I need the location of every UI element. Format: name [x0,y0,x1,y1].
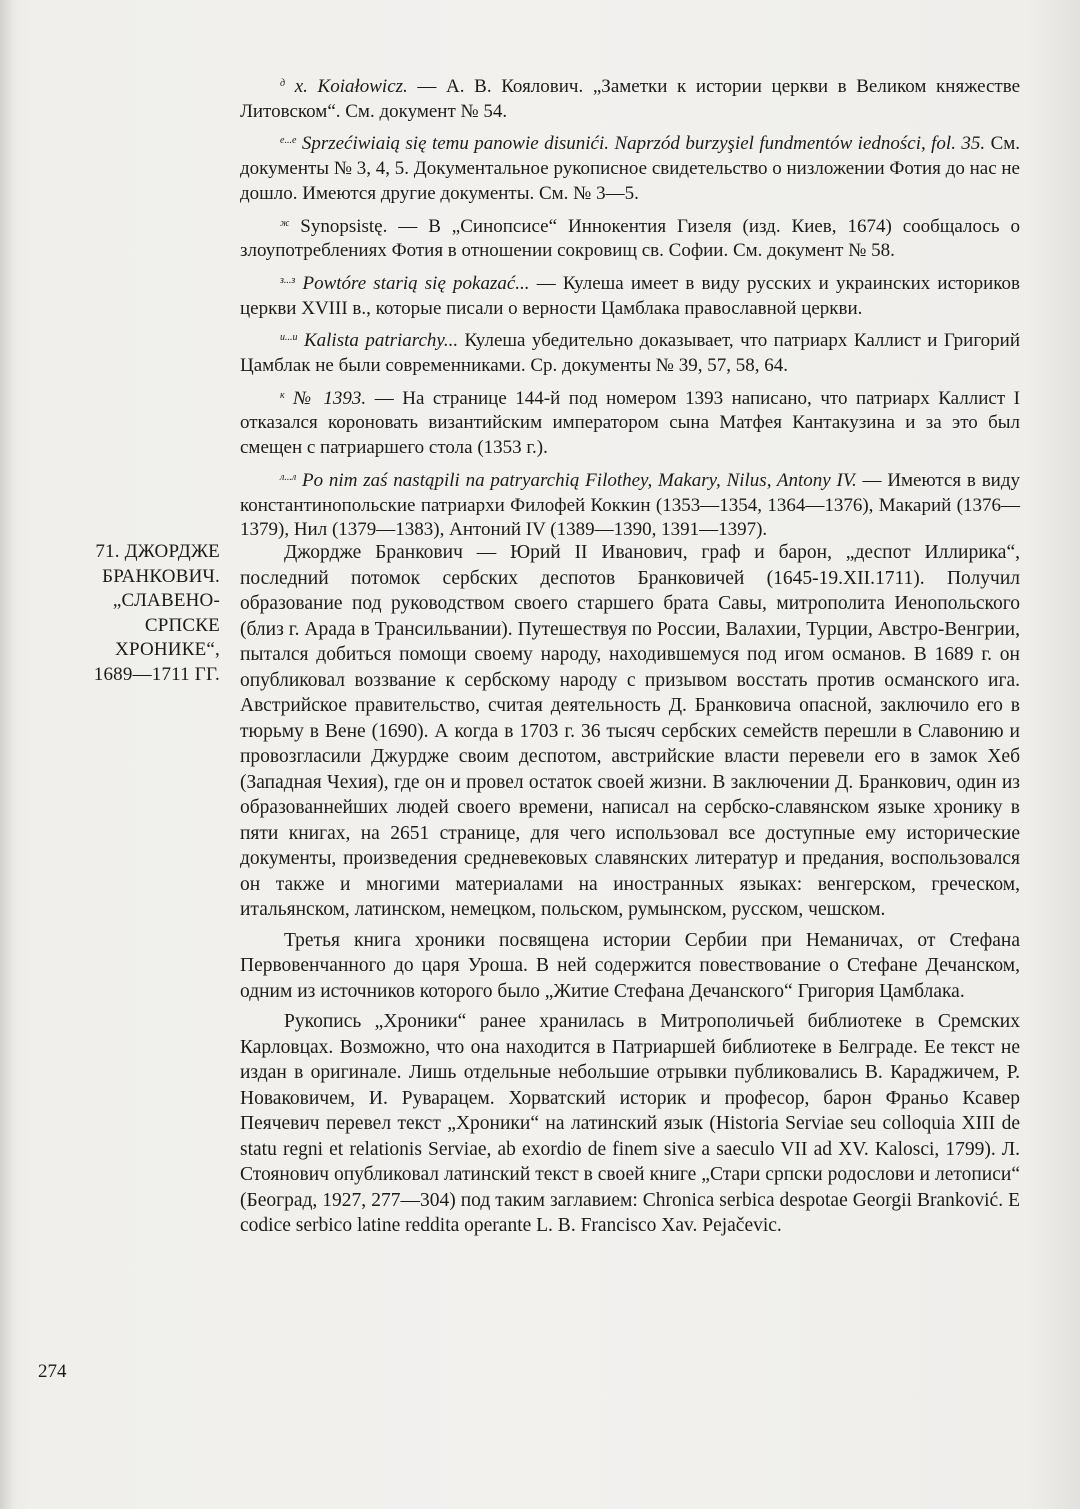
footnote-marker: ж [280,217,290,229]
footnotes-block [240,72,1020,548]
footnote-marker: е...е [280,135,297,147]
body-paragraph: Рукопись „Хроники“ ранее хранилась в Митрополичьей библиотеке в Сремских Карловцах. Возможно, что она находится в Патриаршей библиотеке в Белграде. Ее текст не издан в оригинале. Лишь отдельные небольшие отрывки публиковались В. Караджичем, Р. Новаковичем, И. Руварацем. Хорватский историк и професор, барон Франьо Ксавер Пеячевич перевел текст „Хроники“ на латинский язык (Historia Serviae seu colloquia XIII de statu regni et relationis Serviae, ab exordio de finem sive a saeculo VII ad XV. Kalosci, 1799). Л. Стоянович опубликовал латинский текст в своей книге „Стари српски родослови и летописи“ (Београд, 1927, 277—304) под таким заглавием: Chronica serbica despotae Georgii Branković. E codice serbico latine reddita operante L. B. Francisco Xav. Pejačevic. [240,1011,1020,1236]
footnote-lead: Po nim zaś nastąpili na patryarchią Filothey, Makary, Nilus, Antony IV. [302,469,857,491]
footnote-lead: № 1393. [293,387,367,409]
footnote-marker: д [280,78,286,89]
footnote-text: — Кулеша имеет в виду русских и украинских историков церкви XVIII в., которые писали о верности Цамблака православной церкви. [240,272,1020,319]
section-heading-line: БРАНКОВИЧ. [102,565,220,587]
footnote [240,129,1020,206]
section-heading-line: „СЛАВЕНО- [112,590,220,611]
footnote-text: — На странице 144-й под номером 1393 написано, что патриарх Каллист I отказался короновать византийским императором сына Матфея Кантакузина и за это был смещен с патриаршего стола (1353 г.). [240,387,1020,459]
page-number: 274 [38,1361,67,1382]
footnote-lead: Kalista patriarchy... [303,330,459,352]
footnote-text: Кулеша убедительно доказывает, что патриарх Каллист и Григорий Цамблак не были современниками. Ср. документы № 39, 57, 58, 64. [240,330,1021,377]
body-paragraph: Джордже Бранкович — Юрий II Иванович, граф и барон, „деспот Иллирика“, последний потомок сербских деспотов Бранковичей (1645-19.XII.1711). Получил образование под руководством своего старшего брата Савы, митрополита Иенопольского (близ г. Арада в Трансильвании). Путешествуя по России, Валахии, Турции, Австро-Венгрии, пытался добиться помощи своему народу, находившемуся под игом османов. В 1689 г. он опубликовал воззвание к сербскому народу с призывом восстать против османского ига. Австрийское правительство, считая деятельность Д. Бранковича опасной, заключило его в тюрьму в Вене (1690). А когда в 1703 г. 36 тысяч сербских семейств перешли в Славонию и провозгласили Джурдже своим деспотом, австрийские власти перевели его в замок Хеб (Западная Чехия), где он и провел остаток своей жизни. В заключении Д. Бранкович, один из образованнейших людей своего времени, написал на сербско-славянском языке хронику в пяти книгах, на 2651 странице, для чего использовал все доступные ему исторические документы, произведения средневековых славянских литератур и предания, воспользовался он также и многими материалами на иностранных языках: венгерском, греческом, итальянском, латинском, немецком, польском, румынском, русском, чешском. [240,542,1020,920]
footnote-lead: Powtóre starią się pokazać... [302,272,530,294]
footnote [240,269,1020,321]
footnote-marker: з...з [280,274,296,286]
footnote-text: — А. В. Коялович. „Заметки к истории церкви в Великом княжестве Литовском“. См. документ № 54. [240,76,1021,122]
footnote-marker: к [280,389,285,401]
footnote-marker: л...л [280,471,297,483]
section-heading [58,540,220,687]
footnote-marker: и...и [280,332,298,344]
page-edge-shadow [0,0,14,1509]
section-heading-line: 1689—1711 ГГ. [93,663,220,685]
section-body [240,540,1020,1244]
section-heading-line: СРПСКЕ [144,614,220,636]
footnote [240,72,1020,124]
footnote-text: — В „Синопсисе“ Иннокентия Гизеля (изд. Киев, 1674) сообщалось о злоупотреблениях Фотия в отношении сокровищ св. Софии. См. документ № 58. [240,215,1021,262]
footnote-lead: x. Koiałowicz. [294,76,408,97]
section-heading-line: ХРОНИКЕ“, [115,639,220,660]
footnote [240,384,1020,461]
footnote-lead: Synopsistę. [300,215,388,237]
section-heading-line: 71. ДЖОРДЖЕ [95,541,220,562]
footnote-text: См. документы № 3, 4, 5. Документальное рукописное свидетельство о низложении Фотия до нас не дошло. Имеются другие документы. См. № 3—5. [240,133,1021,204]
footnote [240,326,1020,378]
footnote-lead: Sprzećiwiaią się temu panowie disunići. Naprzód burzyşiel fundmentów iedności, fol. 35. [301,133,986,155]
body-paragraph: Третья книга хроники посвящена истории Сербии при Неманичах, от Стефана Первовенчанного до царя Уроша. В ней содержится повествование о Стефане Дечанском, одним из источников которого было „Житие Стефана Дечанского“ Григория Цамблака. [240,929,1020,1002]
footnote-text: — Имеются в виду константинопольские патриархи Филофей Коккин (1353—1354, 1364—1376), Макарий (1376—1379), Нил (1379—1383), Антоний IV (1389—1390, 1391—1397). [240,469,1021,541]
footnote [240,212,1020,264]
footnote [240,466,1020,543]
